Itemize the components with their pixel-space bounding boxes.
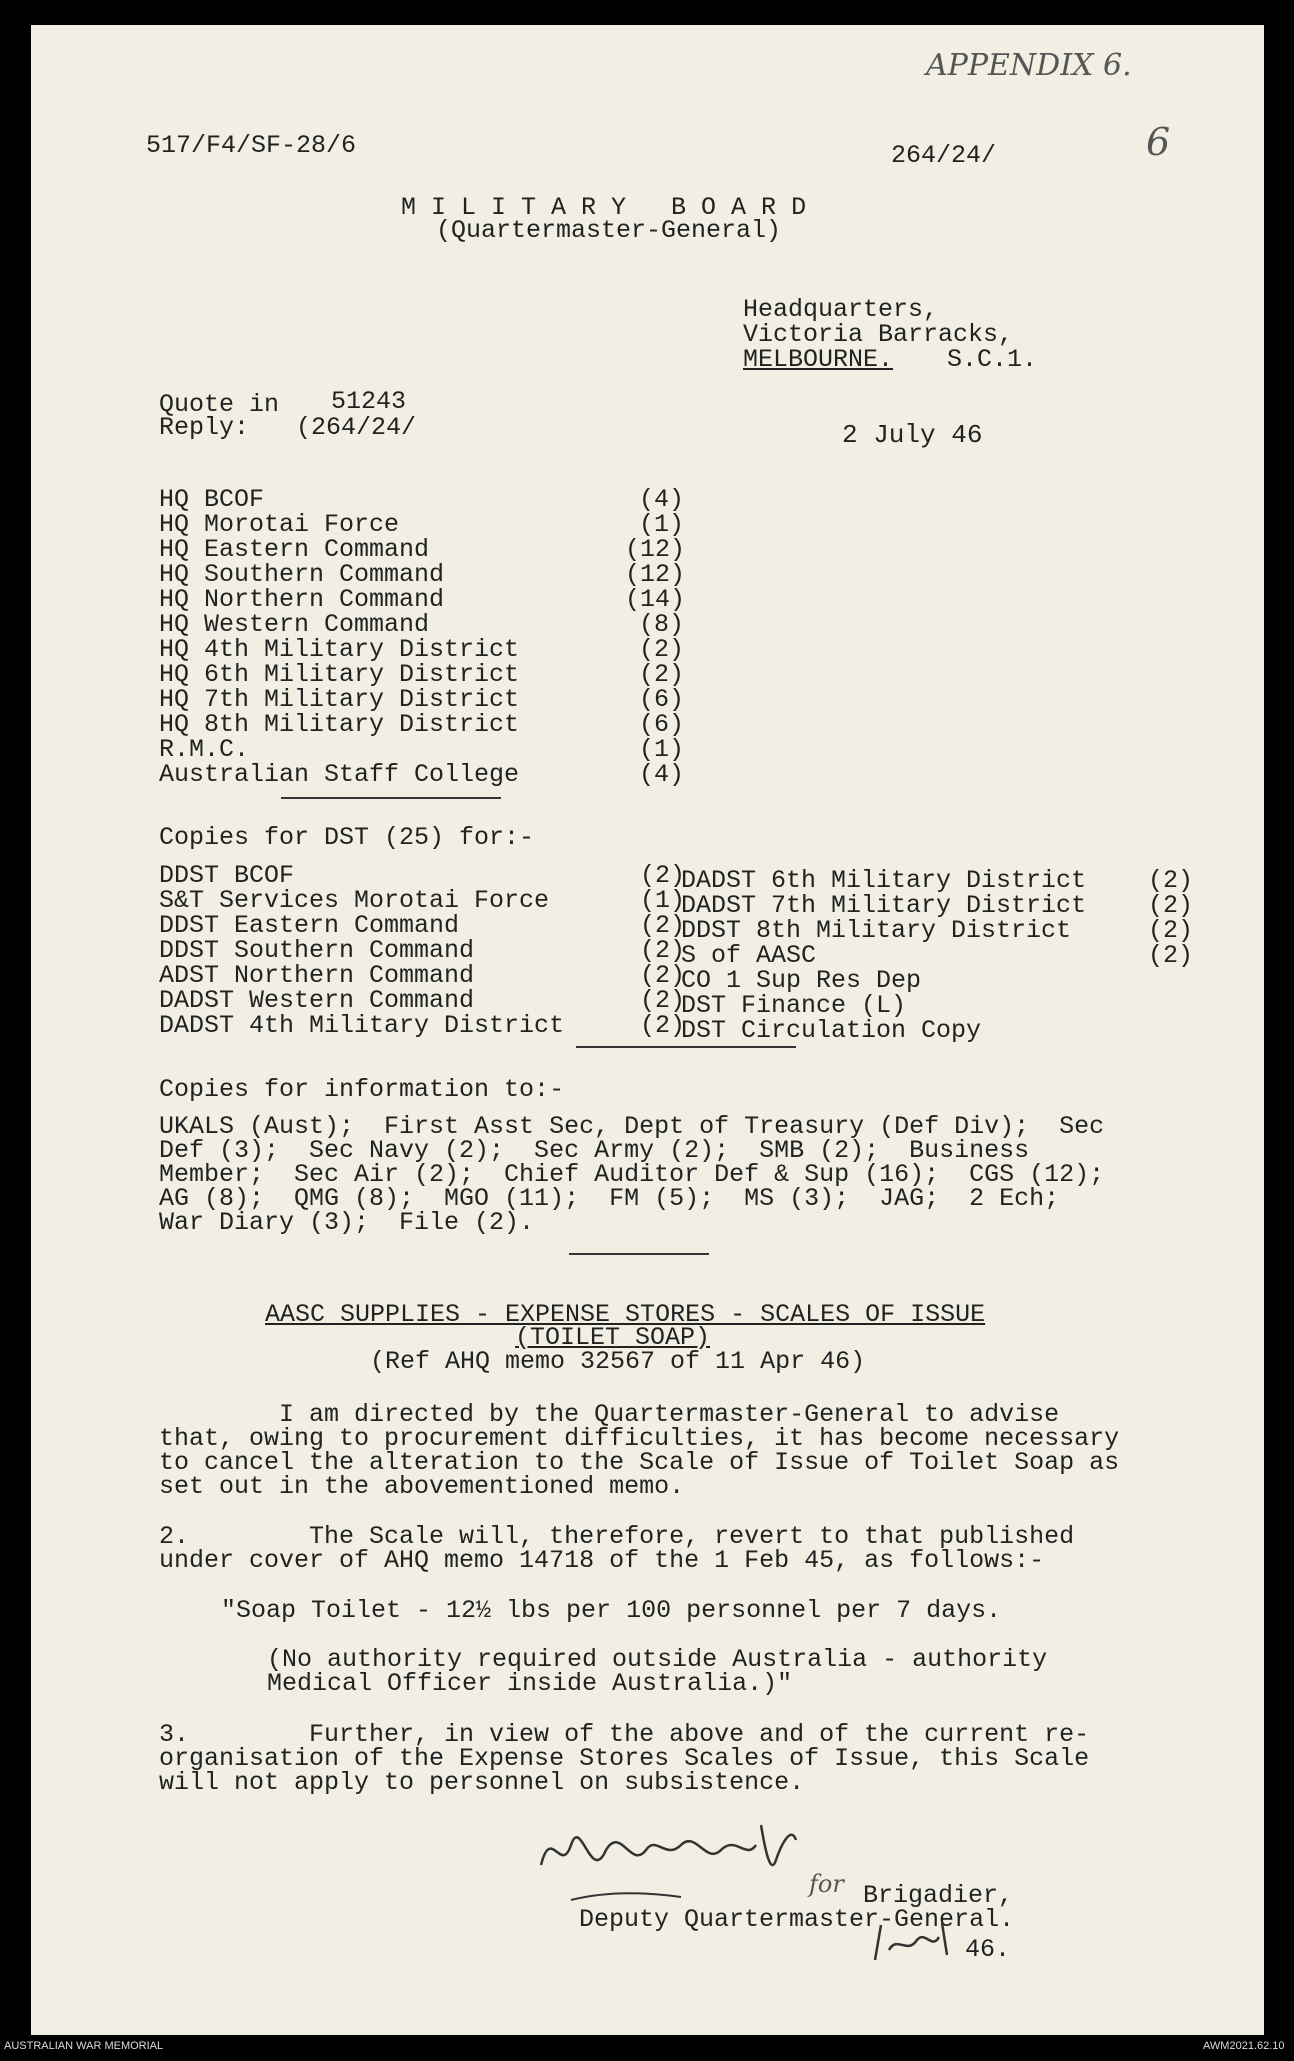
dst-count: (2) bbox=[640, 961, 686, 990]
distribution-name: HQ Northern Command bbox=[159, 585, 445, 614]
dst-recipient: DDST 8th Military District bbox=[681, 916, 1072, 945]
subject-subline: (TOILET SOAP) bbox=[515, 1323, 711, 1352]
dst-recipient: DADST 4th Military District bbox=[159, 1011, 565, 1040]
para1-line: set out in the abovementioned memo. bbox=[159, 1472, 685, 1501]
distribution-name: R.M.C. bbox=[159, 735, 250, 764]
dst-recipient: DADST Western Command bbox=[159, 986, 475, 1015]
distribution-count: (4) bbox=[639, 760, 685, 789]
dst-recipient: S of AASC bbox=[681, 941, 817, 970]
quote-number: 51243 bbox=[331, 387, 407, 416]
scale-note-line: (No authority required outside Australia - authority bbox=[267, 1645, 1048, 1674]
distribution-count: (8) bbox=[639, 610, 685, 639]
signatory-rank: Brigadier, bbox=[863, 1881, 1014, 1910]
issuer-title: M I L I T A R Y B O A R D bbox=[401, 193, 807, 222]
info-line: AG (8); QMG (8); MGO (11); FM (5); MS (3); JAG; 2 Ech; bbox=[159, 1184, 1060, 1213]
info-heading: Copies for information to:- bbox=[159, 1075, 565, 1104]
dst-heading: Copies for DST (25) for:- bbox=[159, 823, 535, 852]
address-city: MELBOURNE. bbox=[743, 345, 894, 374]
dst-count: (2) bbox=[640, 911, 686, 940]
dst-count: (2) bbox=[640, 861, 686, 890]
dst-recipient: ADST Northern Command bbox=[159, 961, 475, 990]
para3-line: will not apply to personnel on subsistence. bbox=[159, 1768, 805, 1797]
info-line: Def (3); Sec Navy (2); Sec Army (2); SMB (2); Business bbox=[159, 1136, 1030, 1165]
dst-recipient: DADST 6th Military District bbox=[681, 866, 1087, 895]
dst-recipient: DDST BCOF bbox=[159, 861, 295, 890]
divider-rule bbox=[281, 797, 501, 799]
dst-count: (2) bbox=[640, 936, 686, 965]
info-line: Member; Sec Air (2); Chief Auditor Def & Sup (16); CGS (12); bbox=[159, 1160, 1105, 1189]
distribution-count: (6) bbox=[639, 685, 685, 714]
signatory-title: Deputy Quartermaster-General. bbox=[579, 1905, 1015, 1934]
distribution-name: HQ 4th Military District bbox=[159, 635, 520, 664]
document-reference: 264/24/ bbox=[891, 141, 997, 170]
dst-recipient: S&T Services Morotai Force bbox=[159, 886, 550, 915]
dst-count: (1) bbox=[640, 886, 686, 915]
distribution-count: (4) bbox=[639, 485, 685, 514]
distribution-name: HQ BCOF bbox=[159, 485, 265, 514]
dst-count: (2) bbox=[1148, 916, 1194, 945]
distribution-name: HQ Western Command bbox=[159, 610, 430, 639]
file-reference: 517/F4/SF-28/6 bbox=[146, 131, 357, 160]
dst-count: (2) bbox=[640, 1011, 686, 1040]
appendix-annotation: APPENDIX 6. bbox=[926, 48, 1132, 83]
footer-institution: AUSTRALIAN WAR MEMORIAL bbox=[4, 2040, 164, 2052]
address-line-2: Victoria Barracks, bbox=[743, 320, 1014, 349]
address-postcode: S.C.1. bbox=[947, 345, 1038, 374]
signature-date: 46. bbox=[965, 1935, 1011, 1964]
distribution-name: HQ 8th Military District bbox=[159, 710, 520, 739]
address-line-1: Headquarters, bbox=[743, 295, 939, 324]
issuer-subtitle: (Quartermaster-General) bbox=[436, 216, 782, 245]
distribution-count: (12) bbox=[625, 535, 686, 564]
scale-quote: "Soap Toilet - 12½ lbs per 100 personnel per 7 days. bbox=[221, 1596, 1002, 1625]
dst-recipient: DDST Southern Command bbox=[159, 936, 475, 965]
dst-recipient: DST Finance (L) bbox=[681, 991, 907, 1020]
dst-left-column bbox=[159, 863, 689, 1043]
distribution-count: (1) bbox=[639, 510, 685, 539]
distribution-name: Australian Staff College bbox=[159, 760, 520, 789]
divider-rule bbox=[576, 1046, 796, 1048]
distribution-count: (2) bbox=[639, 660, 685, 689]
dst-recipient: DADST 7th Military District bbox=[681, 891, 1087, 920]
distribution-name: HQ Southern Command bbox=[159, 560, 445, 589]
dst-count: (2) bbox=[1148, 891, 1194, 920]
subject-line: AASC SUPPLIES - EXPENSE STORES - SCALES OF ISSUE bbox=[265, 1300, 986, 1329]
info-line: War Diary (3); File (2). bbox=[159, 1208, 535, 1237]
footer-accession: AWM2021.62.10 bbox=[1203, 2040, 1285, 2052]
memo-date: 2 July 46 bbox=[842, 420, 983, 450]
distribution-name: HQ Morotai Force bbox=[159, 510, 400, 539]
handwritten-signature bbox=[531, 1805, 891, 1915]
scale-note-line: Medical Officer inside Australia.)" bbox=[267, 1669, 793, 1698]
reply-reference: (264/24/ bbox=[296, 413, 417, 442]
distribution-list bbox=[159, 485, 686, 789]
distribution-count: (12) bbox=[625, 560, 686, 589]
dst-right-column bbox=[681, 868, 1241, 1048]
quote-label: Quote in bbox=[159, 390, 280, 419]
dst-count: (2) bbox=[1148, 941, 1194, 970]
distribution-name: HQ 7th Military District bbox=[159, 685, 520, 714]
divider-rule bbox=[569, 1253, 709, 1255]
dst-count: (2) bbox=[640, 986, 686, 1015]
para1-line: that, owing to procurement difficulties, it has become necessary bbox=[159, 1424, 1120, 1453]
para2-line: 2. The Scale will, therefore, revert to that published bbox=[159, 1522, 1075, 1551]
distribution-count: (2) bbox=[639, 635, 685, 664]
signature-for: for bbox=[809, 1870, 844, 1898]
dst-recipient: DST Circulation Copy bbox=[681, 1016, 982, 1045]
distribution-name: HQ 6th Military District bbox=[159, 660, 520, 689]
reply-label: Reply: bbox=[159, 413, 250, 442]
para3-line: 3. Further, in view of the above and of the current re- bbox=[159, 1720, 1090, 1749]
distribution-count: (1) bbox=[639, 735, 685, 764]
dst-recipient: DDST Eastern Command bbox=[159, 911, 460, 940]
subject-reference: (Ref AHQ memo 32567 of 11 Apr 46) bbox=[370, 1347, 866, 1376]
para3-line: organisation of the Expense Stores Scales of Issue, this Scale bbox=[159, 1744, 1090, 1773]
document-page bbox=[31, 25, 1264, 2035]
dst-recipient: CO 1 Sup Res Dep bbox=[681, 966, 922, 995]
para2-line: under cover of AHQ memo 14718 of the 1 Feb 45, as follows:- bbox=[159, 1546, 1045, 1575]
distribution-name: HQ Eastern Command bbox=[159, 535, 430, 564]
dst-count: (2) bbox=[1148, 866, 1194, 895]
para1-line: to cancel the alteration to the Scale of Issue of Toilet Soap as bbox=[159, 1448, 1120, 1477]
distribution-count: (14) bbox=[625, 585, 686, 614]
info-line: UKALS (Aust); First Asst Sec, Dept of Treasury (Def Div); Sec bbox=[159, 1112, 1105, 1141]
distribution-count: (6) bbox=[639, 710, 685, 739]
para1-line: I am directed by the Quartermaster-General to advise bbox=[159, 1400, 1060, 1429]
page-number-annotation: 6 bbox=[1146, 120, 1171, 164]
